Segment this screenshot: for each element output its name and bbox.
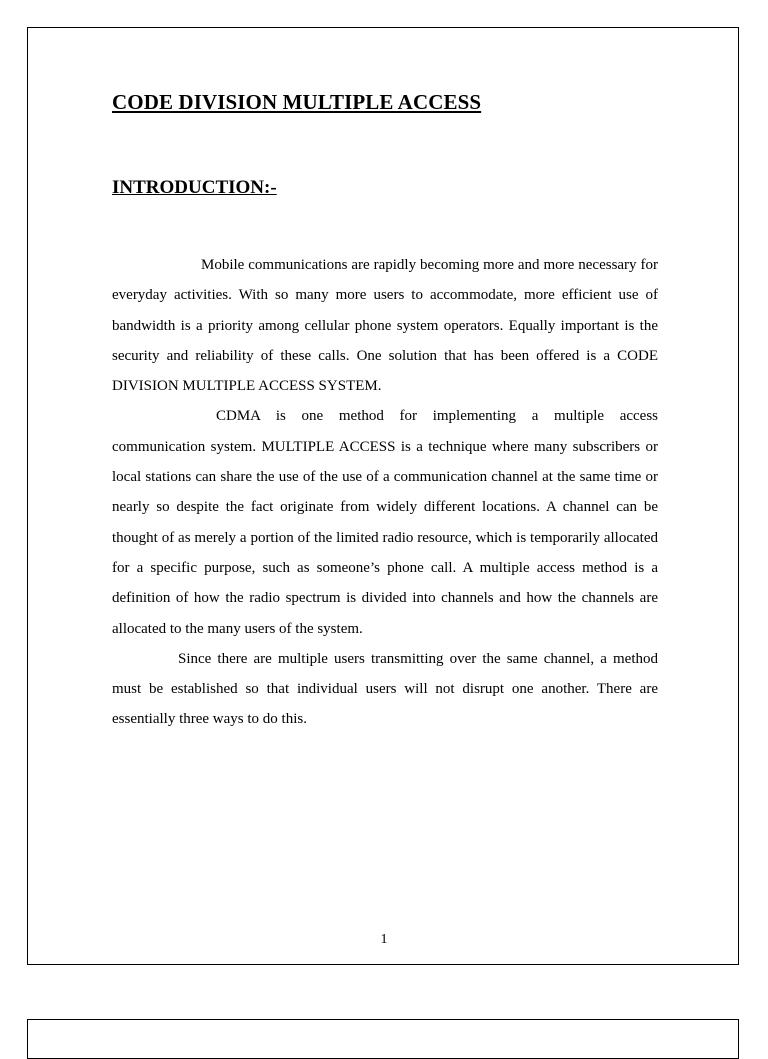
document-page [27,27,739,965]
section-heading-introduction: INTRODUCTION:- [112,177,277,198]
paragraph: CDMA is one method for implementing a multiple access communication system. MULTIPLE ACCESS is a technique where many subscribers or local stations can share the use of the use of a communication channel at the same time or nearly so despite the fact originate from widely different locations. A channel can be thought of as merely a portion of the limited radio resource, which is temporarily allocated for a specific purpose, such as someone’s phone call. A multiple access method is a definition of how the radio spectrum is divided into channels and how the channels are allocated to the many users of the system. [112,408,658,637]
body-text [112,250,658,735]
next-page-edge [27,1019,739,1059]
document-title: CODE DIVISION MULTIPLE ACCESS [112,90,482,114]
paragraph: Mobile communications are rapidly becoming more and more necessary for everyday activities. With so many more users to accommodate, more efficient use of bandwidth is a priority among cellular phone system operators. Equally important is the security and reliability of these calls. One solution that has been offered is a CODE DIVISION MULTIPLE ACCESS SYSTEM. [112,257,658,395]
page-number: 1 [380,932,388,947]
paragraph: Since there are multiple users transmitting over the same channel, a method must be established so that individual users will not disrupt one another. There are essentially three ways to do this. [112,650,658,728]
